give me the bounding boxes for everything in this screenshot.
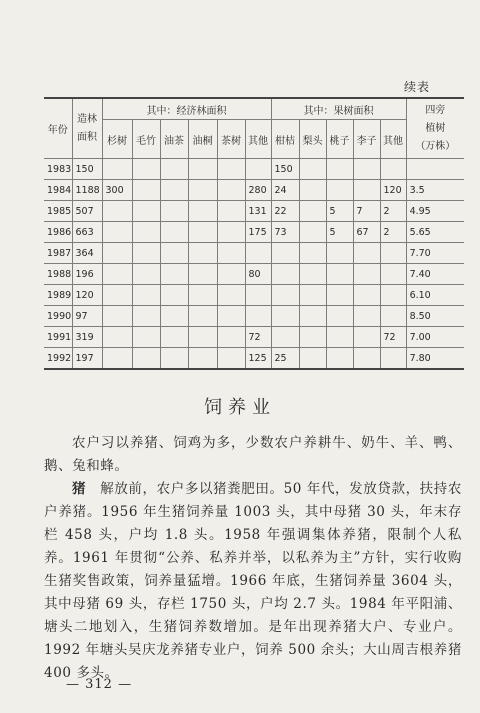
table-cell: 72: [245, 327, 271, 348]
table-cell: [132, 327, 160, 348]
table-cell: [160, 159, 188, 180]
table-row: [44, 264, 464, 285]
table-cell: [132, 201, 160, 222]
table-cell: 1983: [44, 159, 72, 180]
table-cell: [102, 306, 132, 327]
subheader-fruit-3: 李子: [353, 120, 380, 159]
table-cell: [299, 180, 326, 201]
table-cell: [326, 306, 353, 327]
table-cell: [245, 285, 271, 306]
table-cell: 5.65: [406, 222, 464, 243]
paragraph-pigs-text: 解放前，农户多以猪粪肥田。50 年代，发放贷款，扶持农户养猪。1956 年生猪饲养量 1003 头，其中母猪 30 头，年末存栏 458 头，户均 1.8 头。1958 年强调集体养猪，限制个人私养。1961 年贯彻“公养、私养并举，以私养为主”方针，实行收购生猪奖售政策，饲养量猛增。1966 年底，生猪饲养量 3604 头，其中母猪 69 头，存栏 1750 头，户均 2.7 头。1984 年平阳浦、塘头二地划入，生猪饲养数增加。是年出现养猪大户、专业户。1992 年塘头吴庆龙养猪专业户，饲养 500 余头；大山周吉根养猪 400 多头。: [44, 481, 462, 681]
table-row: [44, 222, 464, 243]
table-cell: [102, 222, 132, 243]
subheader-econ-3: 油桐: [188, 120, 217, 159]
subheader-row: [44, 120, 464, 159]
table-cell: [102, 327, 132, 348]
table-cell: [353, 264, 380, 285]
table-cell: 1984: [44, 180, 72, 201]
afforestation-table: [44, 97, 464, 370]
table-cell: [217, 243, 245, 264]
subheader-econ-0: 杉树: [102, 120, 132, 159]
table-cell: [271, 306, 299, 327]
table-cell: [160, 327, 188, 348]
table-cell: 72: [380, 327, 406, 348]
table-cell: 1992: [44, 348, 72, 370]
table-cell: [326, 348, 353, 370]
header-area: [72, 98, 102, 159]
page-number: — 312 —: [66, 677, 133, 692]
table-cell: [217, 222, 245, 243]
table-cell: [353, 285, 380, 306]
table-cell: [271, 285, 299, 306]
table-cell: 1986: [44, 222, 72, 243]
table-cell: 1987: [44, 243, 72, 264]
header-year: 年份: [44, 98, 72, 159]
table-cell: [217, 159, 245, 180]
table-cell: [380, 285, 406, 306]
table-cell: [245, 243, 271, 264]
subheader-econ-5: 其他: [245, 120, 271, 159]
table-cell: [353, 348, 380, 370]
table-cell: [271, 327, 299, 348]
table-cell: 120: [72, 285, 102, 306]
table-cell: [353, 180, 380, 201]
table-cell: [102, 243, 132, 264]
table-cell: 80: [245, 264, 271, 285]
table-cell: 73: [271, 222, 299, 243]
table-row: [44, 243, 464, 264]
table-cell: [188, 306, 217, 327]
table-cell: [217, 180, 245, 201]
table-cell: [102, 348, 132, 370]
subheader-fruit-4: 其他: [380, 120, 406, 159]
table-cell: 175: [245, 222, 271, 243]
table-row: [44, 180, 464, 201]
table-cell: [326, 159, 353, 180]
table-cell: [353, 159, 380, 180]
table-cell: [271, 243, 299, 264]
header-fruit: 其中：果树面积: [271, 98, 406, 120]
table-cell: 22: [271, 201, 299, 222]
table-cell: 4.95: [406, 201, 464, 222]
table-cell: 364: [72, 243, 102, 264]
table-cell: [217, 327, 245, 348]
table-cell: 197: [72, 348, 102, 370]
table-cell: [299, 285, 326, 306]
table-cell: 1990: [44, 306, 72, 327]
subheader-econ-2: 油茶: [160, 120, 188, 159]
table-cell: [160, 180, 188, 201]
table-cell: [132, 285, 160, 306]
table-cell: 150: [72, 159, 102, 180]
table-cell: 319: [72, 327, 102, 348]
paragraph-lead: 猪: [72, 481, 87, 497]
subheader-econ-4: 茶树: [217, 120, 245, 159]
table-cell: [299, 327, 326, 348]
table-cell: 1991: [44, 327, 72, 348]
table-cell: 663: [72, 222, 102, 243]
table-cell: [188, 243, 217, 264]
table-cell: 24: [271, 180, 299, 201]
table-cell: [353, 306, 380, 327]
table-row: [44, 327, 464, 348]
table-cell: 25: [271, 348, 299, 370]
table-cell: [102, 201, 132, 222]
table-cell: [299, 222, 326, 243]
table-cell: [132, 222, 160, 243]
table-cell: [217, 306, 245, 327]
table-cell: 1988: [44, 264, 72, 285]
header-trees: [406, 98, 464, 159]
table-cell: [132, 243, 160, 264]
table-cell: [188, 264, 217, 285]
table-row: [44, 348, 464, 370]
table-cell: [132, 159, 160, 180]
table-cell: [353, 243, 380, 264]
table-cell: [188, 327, 217, 348]
table-row: [44, 159, 464, 180]
subheader-fruit-0: 柑桔: [271, 120, 299, 159]
table-cell: [245, 306, 271, 327]
table-cell: [406, 159, 464, 180]
table-cell: 300: [102, 180, 132, 201]
table-cell: 196: [72, 264, 102, 285]
table-cell: [380, 159, 406, 180]
table-cell: [160, 264, 188, 285]
table-cell: [326, 264, 353, 285]
table-cell: [217, 348, 245, 370]
table-cell: 97: [72, 306, 102, 327]
table-cell: [188, 180, 217, 201]
table-cell: 67: [353, 222, 380, 243]
table-cell: [188, 222, 217, 243]
header-area-text: 造林 面积: [77, 113, 97, 143]
table-cell: [160, 222, 188, 243]
table-cell: [217, 264, 245, 285]
table-cell: [380, 264, 406, 285]
table-cell: [132, 264, 160, 285]
table-cell: [380, 306, 406, 327]
table-cell: 1188: [72, 180, 102, 201]
table-cell: 6.10: [406, 285, 464, 306]
subheader-fruit-2: 桃子: [326, 120, 353, 159]
table-cell: [326, 180, 353, 201]
table-cell: [132, 348, 160, 370]
table-cell: [102, 159, 132, 180]
table-cell: 2: [380, 201, 406, 222]
table-cell: [217, 285, 245, 306]
table-row: [44, 285, 464, 306]
table-row: [44, 201, 464, 222]
table-cell: 7: [353, 201, 380, 222]
table-cell: [299, 243, 326, 264]
table-cell: 507: [72, 201, 102, 222]
table-cell: 7.00: [406, 327, 464, 348]
table-cell: 5: [326, 201, 353, 222]
table-cell: [102, 285, 132, 306]
table-cell: [380, 348, 406, 370]
table-cell: [245, 159, 271, 180]
table-cell: [160, 348, 188, 370]
table-cell: [102, 264, 132, 285]
header-econ: 其中：经济林面积: [102, 98, 271, 120]
table-cell: 120: [380, 180, 406, 201]
header-trees-text: 四旁 植树 （万株）: [415, 104, 456, 152]
table-cell: 5: [326, 222, 353, 243]
table-cell: [271, 264, 299, 285]
table-cell: [188, 348, 217, 370]
subheader-econ-1: 毛竹: [132, 120, 160, 159]
table-cell: 125: [245, 348, 271, 370]
table-cell: 280: [245, 180, 271, 201]
table-cell: [132, 180, 160, 201]
table-cell: [160, 285, 188, 306]
table-cell: [217, 201, 245, 222]
table-cell: 3.5: [406, 180, 464, 201]
table-cell: [299, 159, 326, 180]
table-cell: [132, 306, 160, 327]
table-cell: 7.80: [406, 348, 464, 370]
table-cell: [188, 285, 217, 306]
table-cell: [326, 327, 353, 348]
table-cell: [299, 306, 326, 327]
paragraph-intro: 农户习以养猪、饲鸡为多，少数农户养耕牛、奶牛、羊、鸭、鹅、兔和蜂。: [44, 435, 462, 474]
table-cell: 2: [380, 222, 406, 243]
table-cell: 1985: [44, 201, 72, 222]
table-cell: [326, 243, 353, 264]
table-cell: [188, 201, 217, 222]
continued-label: 续表: [404, 80, 431, 94]
table-cell: 131: [245, 201, 271, 222]
table-cell: 1989: [44, 285, 72, 306]
table-row: [44, 306, 464, 327]
table-cell: [188, 159, 217, 180]
table-cell: [380, 243, 406, 264]
table-cell: [299, 348, 326, 370]
table-cell: [160, 306, 188, 327]
section-title: 饲养业: [204, 397, 276, 418]
table-cell: [299, 201, 326, 222]
subheader-fruit-1: 梨头: [299, 120, 326, 159]
table-cell: [299, 264, 326, 285]
table-cell: [160, 201, 188, 222]
table-cell: [326, 285, 353, 306]
table-cell: 8.50: [406, 306, 464, 327]
paragraph-pigs: [44, 478, 462, 685]
table-cell: 7.70: [406, 243, 464, 264]
table-cell: [160, 243, 188, 264]
table-cell: 150: [271, 159, 299, 180]
table-body: [44, 159, 464, 370]
table-cell: 7.40: [406, 264, 464, 285]
table-cell: [353, 327, 380, 348]
